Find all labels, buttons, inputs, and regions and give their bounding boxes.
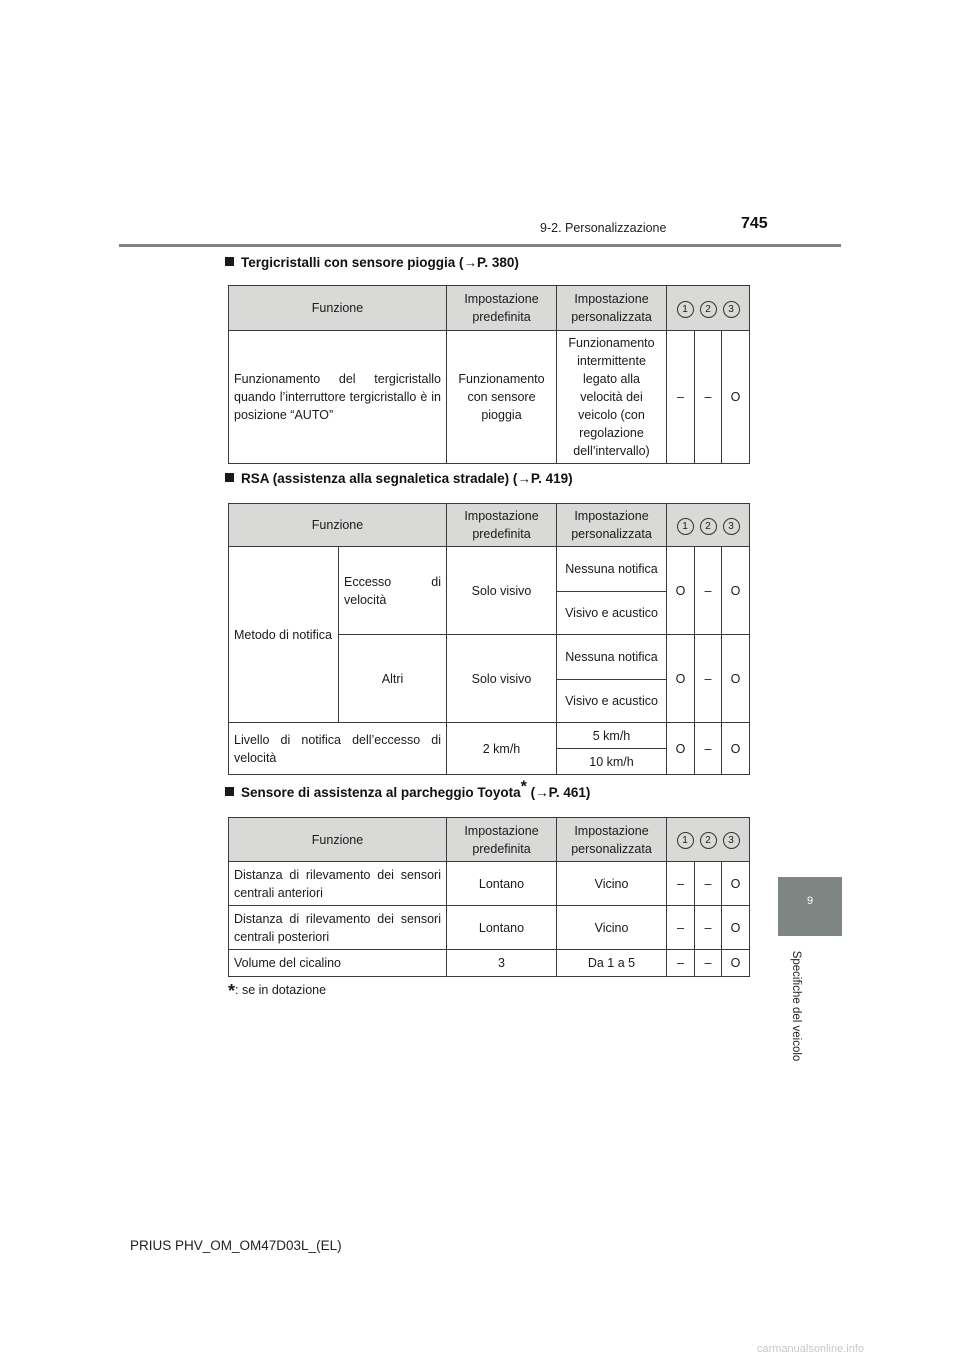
cell-predefinita: Funzionamento con sensore pioggia <box>447 331 557 464</box>
table-row <box>229 950 750 977</box>
cell-funzione: Livello di notifica dell’eccesso di velocità <box>229 723 447 775</box>
section-heading-parking <box>225 778 591 800</box>
cell-mark-3: O <box>722 906 750 950</box>
cell-mark-3: O <box>722 331 750 464</box>
header-section-title: 9-2. Personalizzazione <box>540 221 667 235</box>
cell-option: Nessuna notifica <box>557 547 667 592</box>
cell-personalizzata: Funzionamento intermittente legato alla velocità dei veicolo (con regolazione dell’intervallo) <box>557 331 667 464</box>
col-header-predefinita: Impostazione predefinita <box>447 504 557 547</box>
cell-sub-label: Eccesso di velocità <box>339 547 447 635</box>
table-header-row <box>229 818 750 862</box>
cell-mark-2: – <box>695 862 722 906</box>
col-header-predefinita: Impostazione predefinita <box>447 286 557 331</box>
circled-number-1: 1 <box>677 832 694 849</box>
table-wipers <box>228 285 750 464</box>
table-parking <box>228 817 750 977</box>
footnote <box>228 981 327 1001</box>
cell-mark-3: O <box>722 862 750 906</box>
cell-predefinita: 3 <box>447 950 557 977</box>
table-row <box>229 723 750 749</box>
cell-mark-3: O <box>722 547 750 635</box>
circled-number-3: 3 <box>723 301 740 318</box>
section-heading-parking-mark: * <box>520 778 527 796</box>
col-header-funzione: Funzione <box>229 818 447 862</box>
cell-group-label: Metodo di notifica <box>229 547 339 723</box>
cell-mark-3: O <box>722 635 750 723</box>
cell-mark-1: – <box>667 906 695 950</box>
cell-mark-3: O <box>722 950 750 977</box>
cell-mark-1: O <box>667 635 695 723</box>
table-row <box>229 862 750 906</box>
circled-number-1: 1 <box>677 301 694 318</box>
cell-predefinita: 2 km/h <box>447 723 557 775</box>
circled-number-2: 2 <box>700 832 717 849</box>
cell-personalizzata: Da 1 a 5 <box>557 950 667 977</box>
cell-mark-1: O <box>667 723 695 775</box>
cell-predefinita: Lontano <box>447 862 557 906</box>
cell-option: Visivo e acustico <box>557 680 667 723</box>
col-header-marks <box>667 818 750 862</box>
table-header-row <box>229 504 750 547</box>
section-heading-wipers <box>225 255 519 270</box>
table-row <box>229 331 750 464</box>
cell-mark-1: – <box>667 950 695 977</box>
cell-predefinita: Solo visivo <box>447 635 557 723</box>
cell-predefinita: Lontano <box>447 906 557 950</box>
col-header-personalizzata: Impostazione personalizzata <box>557 818 667 862</box>
cell-mark-1: O <box>667 547 695 635</box>
cell-option: 5 km/h <box>557 723 667 749</box>
col-header-funzione: Funzione <box>229 504 447 547</box>
cell-funzione: Distanza di rilevamento dei sensori centrali anteriori <box>229 862 447 906</box>
cell-mark-1: – <box>667 331 695 464</box>
col-header-marks <box>667 286 750 331</box>
cell-funzione: Funzionamento del tergicristallo quando l’interruttore tergicristallo è in posizione “AUTO” <box>229 331 447 464</box>
footnote-mark: * <box>228 981 236 1001</box>
cell-personalizzata: Vicino <box>557 906 667 950</box>
footnote-text: : se in dotazione <box>235 983 327 997</box>
bullet-square-icon <box>225 787 234 796</box>
cell-sub-label: Altri <box>339 635 447 723</box>
col-header-personalizzata: Impostazione personalizzata <box>557 286 667 331</box>
cell-funzione: Volume del cicalino <box>229 950 447 977</box>
col-header-predefinita: Impostazione predefinita <box>447 818 557 862</box>
table-header-row <box>229 286 750 331</box>
cell-funzione: Distanza di rilevamento dei sensori centrali posteriori <box>229 906 447 950</box>
cell-option: Visivo e acustico <box>557 592 667 635</box>
cell-mark-1: – <box>667 862 695 906</box>
table-row <box>229 547 750 592</box>
section-heading-parking-text: Sensore di assistenza al parcheggio Toyota <box>241 785 521 800</box>
circled-number-3: 3 <box>723 518 740 535</box>
footer-document-id: PRIUS PHV_OM_OM47D03L_(EL) <box>130 1238 342 1253</box>
cell-mark-2: – <box>695 635 722 723</box>
cell-personalizzata: Vicino <box>557 862 667 906</box>
circled-number-3: 3 <box>723 832 740 849</box>
bullet-square-icon <box>225 473 234 482</box>
chapter-side-label <box>786 942 806 1070</box>
table-rsa <box>228 503 750 775</box>
section-heading-rsa-text: RSA (assistenza alla segnaletica stradale) (→P. 419) <box>241 471 573 486</box>
bullet-square-icon <box>225 257 234 266</box>
section-heading-wipers-text: Tergicristalli con sensore pioggia (→P. 380) <box>241 255 519 270</box>
chapter-tab-number: 9 <box>806 895 814 907</box>
circled-number-2: 2 <box>700 518 717 535</box>
cell-mark-2: – <box>695 906 722 950</box>
col-header-personalizzata: Impostazione personalizzata <box>557 504 667 547</box>
section-heading-rsa <box>225 471 573 486</box>
col-header-marks <box>667 504 750 547</box>
chapter-side-label-text: Specifiche del veicolo <box>790 950 802 1062</box>
watermark: carmanualsonline.info <box>757 1343 865 1355</box>
table-row <box>229 906 750 950</box>
chapter-tab <box>778 877 842 936</box>
cell-mark-2: – <box>695 331 722 464</box>
cell-option: 10 km/h <box>557 749 667 775</box>
circled-number-1: 1 <box>677 518 694 535</box>
cell-mark-2: – <box>695 723 722 775</box>
cell-mark-2: – <box>695 547 722 635</box>
cell-mark-3: O <box>722 723 750 775</box>
col-header-funzione: Funzione <box>229 286 447 331</box>
header-rule <box>119 244 841 247</box>
circled-number-2: 2 <box>700 301 717 318</box>
cell-mark-2: – <box>695 950 722 977</box>
section-heading-parking-ref: (→P. 461) <box>526 785 591 800</box>
cell-option: Nessuna notifica <box>557 635 667 680</box>
page-number: 745 <box>741 215 768 232</box>
cell-predefinita: Solo visivo <box>447 547 557 635</box>
